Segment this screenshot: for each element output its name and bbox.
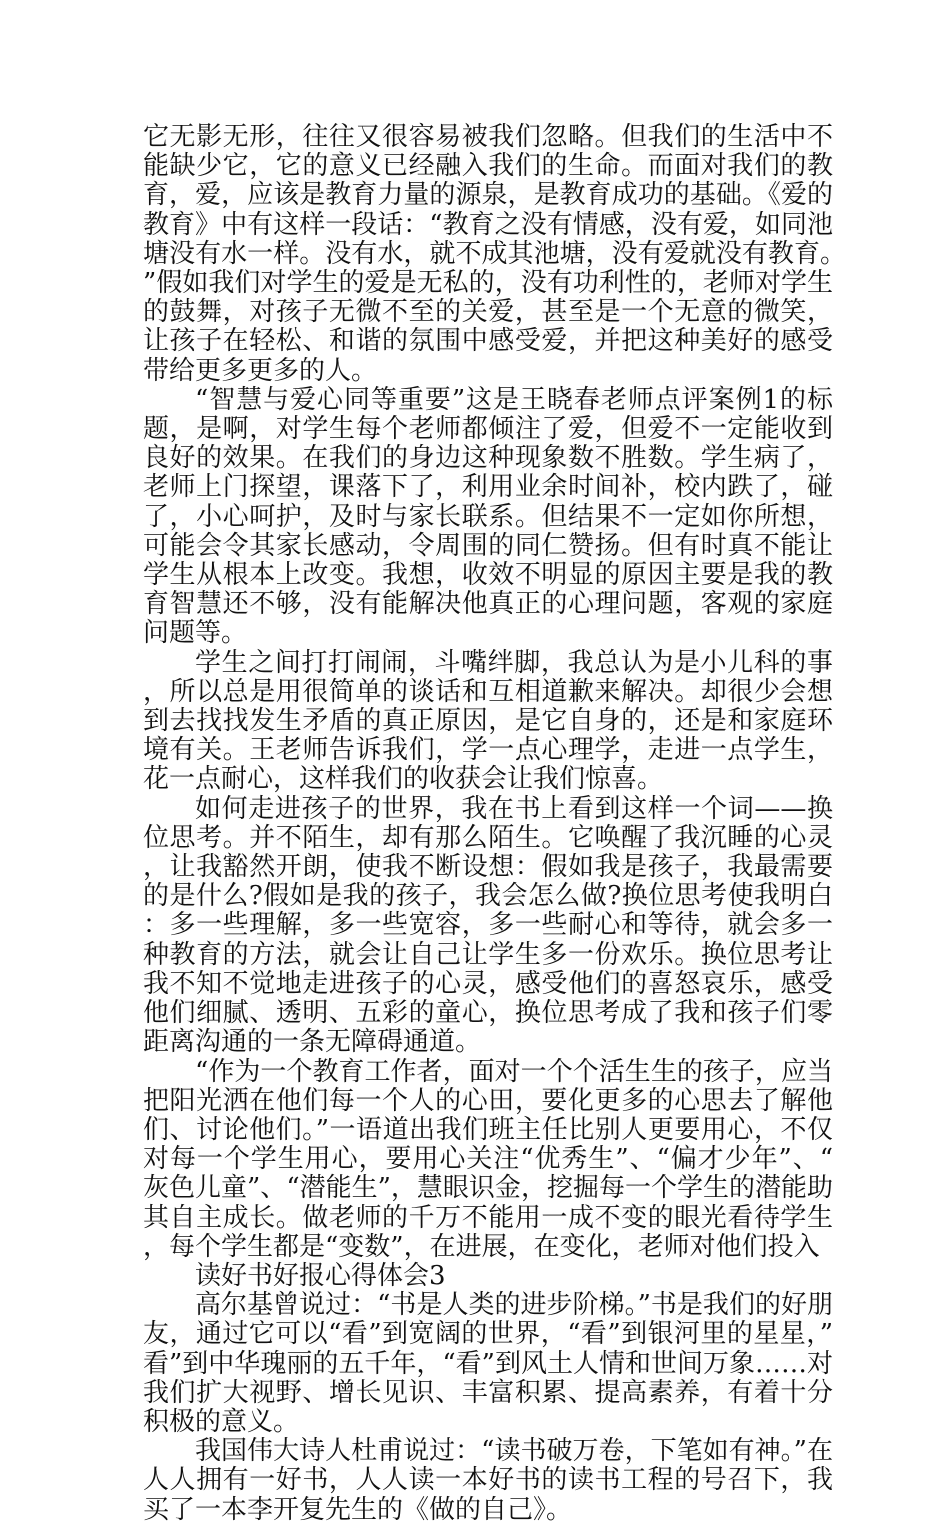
section-heading: 读好书好报心得体会3 (195, 1260, 446, 1291)
paragraph-educator-quote: “作为一个教育工作者，面对一个个活生生的孩子，应当把阳光洒在他们每一个人的心田，要化更多的心思去了解他们、讨论他们。”一语道出我们班主任比别人更要用心，不仅对每一个学生用心，要用心关注“优秀生”、“偏才少年”、“灰色儿童”、“潜能生”，慧眼识金，挖掘每一个学生的潜能助其自主成长。做老师的千万不能用一成不变的眼光看待学生，每个学生都是“变数”，在进展，在变化，老师对他们投入 (143, 1056, 833, 1262)
document-body (143, 123, 833, 1525)
paragraph-wisdom-and-love: “智慧与爱心同等重要”这是王晓春老师点评案例1的标题，是啊，对学生每个老师都倾注了爱，但爱不一定能收到良好的效果。在我们的身边这种现象数不胜数。学生病了，老师上门探望，课落下了，利用业余时间补，校内跌了，碰了，小心呵护，及时与家长联系。但结果不一定如你所想，可能会令其家长感动，令周围的同仁赞扬。但有时真不能让学生从根本上改变。我想，收效不明显的原因主要是我的教育智慧还不够，没有能解决他真正的心理问题，客观的家庭问题等。 (143, 384, 833, 649)
paragraph-love-education: 它无影无形，往往又很容易被我们忽略。但我们的生活中不能缺少它，它的意义已经融入我们的生命。而面对我们的教育，爱，应该是教育力量的源泉，是教育成功的基础。《爱的教育》中有这样一段话：“教育之没有情感，没有爱，如同池塘没有水一样。没有水，就不成其池塘，没有爱就没有教育。”假如我们对学生的爱是无私的，没有功利性的，老师对学生的鼓舞，对孩子无微不至的关爱，甚至是一个无意的微笑，让孩子在轻松、和谐的氛围中感受爱，并把这种美好的感受带给更多更多的人。 (143, 122, 833, 386)
paragraph-du-fu-quote: 我国伟大诗人杜甫说过：“读书破万卷，下笔如有神。”在人人拥有一好书，人人读一本好书的读书工程的号召下，我买了一本李开复先生的《做的自己》。 (143, 1436, 833, 1525)
paragraph-perspective-taking: 如何走进孩子的世界，我在书上看到这样一个词——换位思考。并不陌生，却有那么陌生。它唤醒了我沉睡的心灵，让我豁然开朗，使我不断设想：假如我是孩子，我最需要的是什么?假如是我的孩子，我会怎么做?换位思考使我明白：多一些理解，多一些宽容，多一些耐心和等待，就会多一种教育的方法，就会让自己让学生多一份欢乐。换位思考让我不知不觉地走进孩子的心灵，感受他们的喜怒哀乐，感受他们细腻、透明、五彩的童心，换位思考成了我和孩子们零距离沟通的一条无障碍通道。 (143, 793, 833, 1058)
paragraph-gorky-quote: 高尔基曾说过：“书是人类的进步阶梯。”书是我们的好朋友，通过它可以“看”到宽阔的世界，“看”到银河里的星星，”看”到中华瑰丽的五千年，“看”到风土人情和世间万象……对我们扩大视野、增长见识、丰富积累、提高素养，有着十分积极的意义。 (143, 1290, 833, 1437)
paragraph-student-conflicts: 学生之间打打闹闹，斗嘴绊脚，我总认为是小儿科的事，所以总是用很简单的谈话和互相道歉来解决。却很少会想到去找找发生矛盾的真正原因，是它自身的，还是和家庭环境有关。王老师告诉我们，学一点心理学，走进一点学生，花一点耐心，这样我们的收获会让我们惊喜。 (143, 647, 833, 795)
